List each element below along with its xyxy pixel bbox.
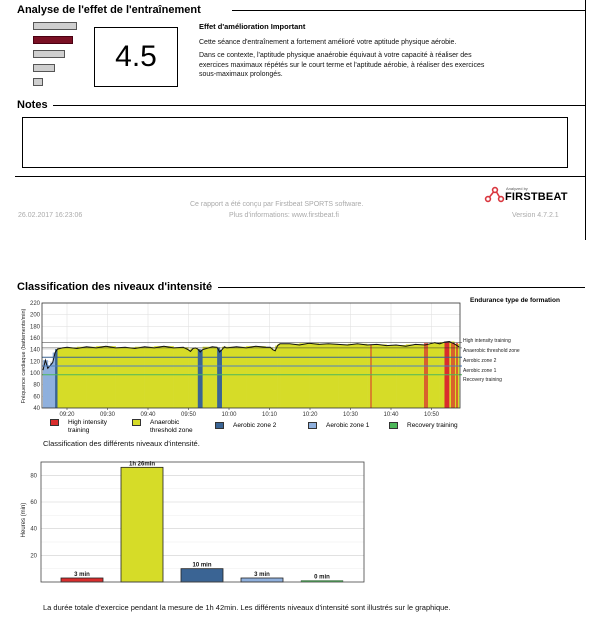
legend-item-high xyxy=(50,419,107,435)
hr-zone-band xyxy=(266,347,271,408)
hr-zone-band xyxy=(386,345,396,408)
zone-label-anaerobic: Anaerobic threshold zone xyxy=(463,348,520,354)
hr-zone-band xyxy=(198,349,201,408)
hr-zone-band xyxy=(367,344,377,408)
bar-y-tick-label: 80 xyxy=(30,473,37,480)
legend-item-aerobic-2 xyxy=(215,422,276,430)
hr-zone-band xyxy=(224,347,227,408)
legend-swatch-recovery xyxy=(389,422,398,429)
legend-swatch-aerobic-2 xyxy=(215,422,224,429)
hr-zone-band xyxy=(270,347,273,408)
bar-value-label: 1h 26min xyxy=(128,461,156,468)
hr-zone-band xyxy=(145,347,155,408)
bar-labels xyxy=(74,461,330,580)
hr-zone-band xyxy=(425,344,430,408)
hr-zone-band xyxy=(222,347,225,408)
bar-value-label: 10 min xyxy=(192,562,212,569)
hr-zone-band xyxy=(203,347,213,408)
hr-zone-band xyxy=(348,344,358,408)
effect-score: 4.5 xyxy=(115,40,157,73)
hr-zone-band xyxy=(188,350,191,408)
hr-x-tick-label: 09:20 xyxy=(59,412,75,418)
hr-x-tick-label: 09:40 xyxy=(140,412,156,418)
footer-rule xyxy=(15,176,585,177)
hr-zone-band xyxy=(174,347,184,408)
legend-item-aerobic-1 xyxy=(308,422,369,430)
hr-x-tick-label: 09:30 xyxy=(99,412,116,418)
hr-zone-band xyxy=(154,346,164,408)
hr-zone-band xyxy=(164,346,174,408)
hr-zone-band xyxy=(67,347,77,408)
hr-y-tick-label: 40 xyxy=(33,406,40,412)
hr-y-tick-label: 200 xyxy=(29,312,40,319)
legend-item-anaerobic xyxy=(132,419,193,435)
footer-version: Version 4.7.2.1 xyxy=(512,212,559,219)
legend-label-anaerobic-1: Anaerobic xyxy=(150,419,180,426)
hr-x-tick-label: 10:50 xyxy=(423,412,440,418)
hr-zone-band xyxy=(290,344,300,408)
legend-label-aerobic-1: Aerobic zone 1 xyxy=(326,422,370,429)
effect-section-rule xyxy=(232,10,585,11)
hr-zone-band xyxy=(227,347,237,408)
hr-zone-band xyxy=(246,346,256,408)
hr-zone-band xyxy=(415,344,425,408)
effect-section-title: Analyse de l'effet de l'entraînement xyxy=(17,4,201,16)
hr-zone-band xyxy=(406,344,416,408)
hr-zone-band xyxy=(212,347,217,408)
legend-item-recovery xyxy=(389,422,458,430)
hr-zone-band xyxy=(396,345,406,408)
hr-zone-band xyxy=(200,350,203,408)
bottom-caption: La durée totale d'exercice pendant la mesure de 1h 42min. Les différents niveaux d'intensité sont illustrés sur le graphique. xyxy=(43,603,451,612)
zone-label-aerobic-2: Aerobic zone 2 xyxy=(463,358,497,364)
hr-y-tick-label: 80 xyxy=(33,382,40,389)
hr-y-tick-label: 160 xyxy=(29,336,40,342)
notes-box[interactable] xyxy=(22,117,568,168)
page-right-border xyxy=(585,0,586,240)
hr-x-tick-label: 10:10 xyxy=(261,412,278,418)
legend-label-anaerobic-2: threshold zone xyxy=(150,427,193,434)
legend-swatch-high xyxy=(50,419,59,426)
hr-zone-band xyxy=(278,344,281,408)
legend-label-recovery: Recovery training xyxy=(407,422,458,429)
bar-3 xyxy=(241,578,283,582)
hr-x-tick-label: 10:00 xyxy=(221,412,237,418)
bar-1 xyxy=(121,467,163,582)
footer-line-2: Plus d'informations: www.firstbeat.fi xyxy=(229,212,339,219)
hr-zone-band xyxy=(236,347,246,408)
bar-y-axis-label: Heures (min) xyxy=(21,502,27,538)
heart-rate-chart xyxy=(0,290,470,420)
notes-section-title: Notes xyxy=(17,99,48,111)
hr-zone-band xyxy=(217,347,220,408)
hr-zone-band xyxy=(62,347,67,408)
hr-y-tick-label: 220 xyxy=(29,301,40,307)
hr-x-tick-label: 10:20 xyxy=(302,412,318,418)
bar-y-ticks xyxy=(30,473,37,559)
time-in-zone-chart xyxy=(0,455,380,590)
bar-value-label: 0 min xyxy=(314,574,330,581)
hr-zone-band xyxy=(55,349,58,408)
hr-zone-band xyxy=(77,347,87,408)
effect-text-2-line-2: exercices maximaux répétés sur le court terme et l'aptitude aérobie, à réaliser des exercices xyxy=(199,61,485,69)
hr-x-tick-label: 10:30 xyxy=(342,412,359,418)
bar-y-tick-label: 60 xyxy=(30,500,37,506)
legend-swatch-anaerobic xyxy=(132,419,141,426)
bar-grid xyxy=(41,475,364,568)
hr-y-tick-label: 60 xyxy=(33,394,40,401)
hr-x-ticks xyxy=(59,408,439,418)
hr-zone-band xyxy=(96,346,106,408)
hr-y-tick-label: 140 xyxy=(29,347,40,354)
hr-zone-band xyxy=(106,346,116,408)
legend-label-high-1: High intensity xyxy=(68,419,108,426)
level-bar-5 xyxy=(33,22,77,30)
hr-y-tick-label: 100 xyxy=(29,371,40,377)
bar-value-label: 3 min xyxy=(74,572,90,578)
hr-zone-band xyxy=(135,347,145,408)
hr-x-tick-label: 10:40 xyxy=(383,412,399,418)
hr-zone-band xyxy=(183,347,188,408)
hr-zone-band xyxy=(377,344,387,408)
hr-y-tick-label: 180 xyxy=(29,324,40,331)
bar-0 xyxy=(61,578,103,582)
level-bar-1 xyxy=(33,78,43,86)
effect-text-2-line-3: sous-maximaux prolongés. xyxy=(199,71,283,78)
legend-label-aerobic-2: Aerobic zone 2 xyxy=(233,422,277,429)
hr-zone-band xyxy=(48,365,51,408)
hr-zone-band xyxy=(256,346,266,408)
hr-zone-band xyxy=(299,343,309,408)
hr-zone-band xyxy=(50,363,53,409)
endurance-title: Endurance type de formation xyxy=(470,297,560,304)
legend-swatch-aerobic-1 xyxy=(308,422,317,429)
hr-zone-band xyxy=(125,347,135,408)
bar-value-label: 3 min xyxy=(254,572,270,578)
hr-zone-band xyxy=(338,344,348,408)
effect-text-1: Cette séance d'entraînement a fortement amélioré votre aptitude physique aérobie. xyxy=(199,39,457,46)
bar-2 xyxy=(181,569,223,582)
firstbeat-logo-small-text: Analyzed by xyxy=(506,186,528,191)
hr-zone-band xyxy=(430,343,435,408)
intensity-section-rule xyxy=(218,287,585,288)
hr-y-tick-label: 120 xyxy=(29,359,40,366)
hr-y-axis-label: Fréquence cardiaque (battements/min) xyxy=(21,308,27,404)
hr-x-tick-label: 09:50 xyxy=(180,412,197,418)
firstbeat-logo-text: FIRSTBEAT xyxy=(505,191,568,203)
hr-zone-band xyxy=(273,350,276,408)
hr-zone-band xyxy=(435,343,440,408)
footer-date: 26.02.2017 16:23:06 xyxy=(18,212,83,219)
hr-y-ticks xyxy=(30,301,41,412)
hr-zone-band xyxy=(309,343,319,408)
bar-y-tick-label: 40 xyxy=(30,526,37,533)
hr-zone-band xyxy=(220,350,223,408)
zone-label-recovery: Recovery training xyxy=(463,377,502,383)
hr-zone-band xyxy=(280,344,290,408)
hr-zone-band xyxy=(275,346,278,408)
hr-zone-band xyxy=(319,344,329,408)
zone-label-aerobic-1: Aerobic zone 1 xyxy=(463,368,497,374)
legend-label-high-2: training xyxy=(68,427,90,434)
notes-section-rule xyxy=(53,105,585,106)
hr-zone-band xyxy=(116,347,126,408)
effect-title: Effet d'amélioration Important xyxy=(199,22,306,31)
level-bar-4 xyxy=(33,36,73,44)
hr-zone-band xyxy=(357,344,367,408)
bar-y-tick-label: 20 xyxy=(30,553,37,560)
effect-score-box xyxy=(94,27,178,87)
level-bar-2 xyxy=(33,64,55,72)
effect-text-2-line-1: Dans ce contexte, l'aptitude physique anaérobie équivaut à votre capacité à réaliser des xyxy=(199,52,472,59)
footer-line-1: Ce rapport a été conçu par Firstbeat SPORTS software. xyxy=(190,201,364,208)
hr-zone-band xyxy=(87,347,97,408)
hr-zone-band xyxy=(328,344,338,408)
zone-label-high: High intensity training xyxy=(463,338,511,344)
intensity-section-title: Classification des niveaux d'intensité xyxy=(17,281,213,293)
hr-chart-caption: Classification des différents niveaux d'intensité. xyxy=(43,439,200,448)
level-bar-3 xyxy=(33,50,65,58)
